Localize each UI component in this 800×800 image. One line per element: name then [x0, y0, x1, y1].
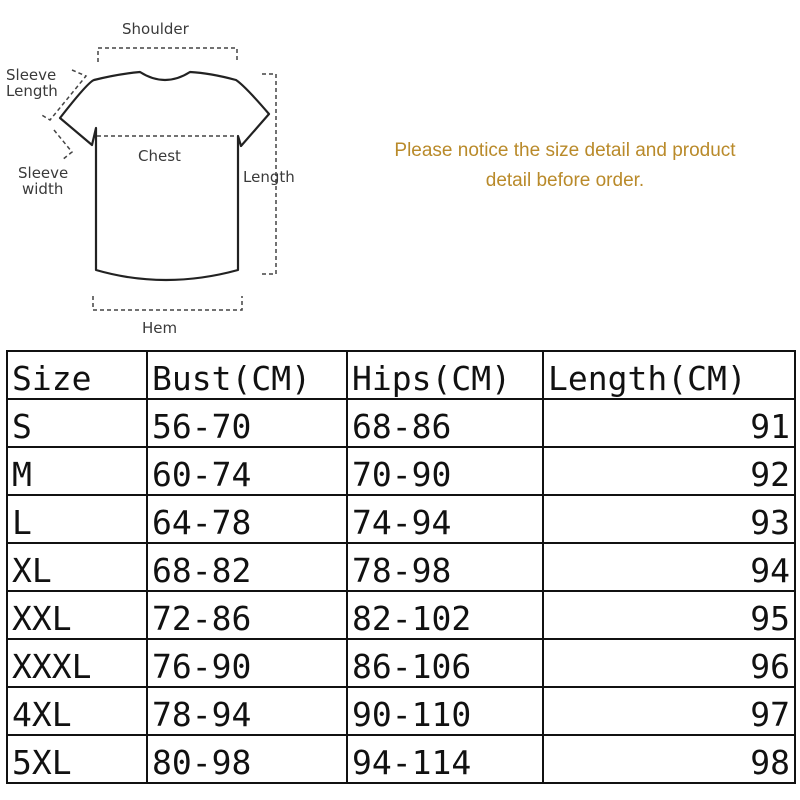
bust-column-header: Bust(CM) — [147, 351, 347, 399]
bust-cell: 64-78 — [147, 495, 347, 543]
size-notice-line1: Please notice the size detail and product — [394, 140, 736, 161]
table-row — [7, 399, 795, 447]
bust-cell: 78-94 — [147, 687, 347, 735]
size-cell: XL — [7, 543, 147, 591]
length-column-header: Length(CM) — [543, 351, 795, 399]
length-cell: 98 — [543, 735, 795, 783]
table-row — [7, 543, 795, 591]
bust-cell: 72-86 — [147, 591, 347, 639]
bust-cell: 80-98 — [147, 735, 347, 783]
hips-cell: 78-98 — [347, 543, 543, 591]
table-row — [7, 639, 795, 687]
hips-cell: 74-94 — [347, 495, 543, 543]
hem-label: Hem — [142, 319, 178, 337]
table-row — [7, 447, 795, 495]
length-label: Length — [243, 168, 295, 186]
chest-label: Chest — [138, 147, 181, 165]
size-cell: XXL — [7, 591, 147, 639]
bust-cell: 60-74 — [147, 447, 347, 495]
hips-cell: 70-90 — [347, 447, 543, 495]
length-cell: 96 — [543, 639, 795, 687]
table-row — [7, 591, 795, 639]
hips-cell: 86-106 — [347, 639, 543, 687]
length-cell: 91 — [543, 399, 795, 447]
size-cell: S — [7, 399, 147, 447]
size-cell: M — [7, 447, 147, 495]
hips-column-header: Hips(CM) — [347, 351, 543, 399]
hips-cell: 68-86 — [347, 399, 543, 447]
length-cell: 94 — [543, 543, 795, 591]
length-cell: 92 — [543, 447, 795, 495]
length-cell: 97 — [543, 687, 795, 735]
bust-cell: 56-70 — [147, 399, 347, 447]
size-notice-line2: detail before order. — [485, 170, 645, 191]
sleeve-length-label-line1: Sleeve — [6, 66, 57, 84]
size-chart-table — [6, 350, 796, 784]
bust-cell: 68-82 — [147, 543, 347, 591]
sleeve-width-label-line1: Sleeve — [18, 164, 69, 182]
size-column-header: Size — [7, 351, 147, 399]
tshirt-outline — [60, 72, 269, 280]
size-cell: XXXL — [7, 639, 147, 687]
size-cell: L — [7, 495, 147, 543]
length-cell: 95 — [543, 591, 795, 639]
tshirt-measurement-diagram — [0, 0, 330, 345]
size-cell: 5XL — [7, 735, 147, 783]
table-row — [7, 495, 795, 543]
hem-measure-line — [93, 296, 242, 310]
sleeve-width-measure-line — [54, 130, 72, 160]
size-table-header-row — [7, 351, 795, 399]
table-row — [7, 735, 795, 783]
bust-cell: 76-90 — [147, 639, 347, 687]
hips-cell: 90-110 — [347, 687, 543, 735]
size-notice — [330, 136, 800, 196]
sleeve-length-label-line2: Length — [6, 82, 58, 100]
shoulder-measure-line — [98, 48, 237, 62]
hips-cell: 82-102 — [347, 591, 543, 639]
size-cell: 4XL — [7, 687, 147, 735]
sleeve-width-label-line2: width — [22, 180, 64, 198]
table-row — [7, 687, 795, 735]
length-cell: 93 — [543, 495, 795, 543]
hips-cell: 94-114 — [347, 735, 543, 783]
shoulder-label: Shoulder — [122, 20, 189, 38]
